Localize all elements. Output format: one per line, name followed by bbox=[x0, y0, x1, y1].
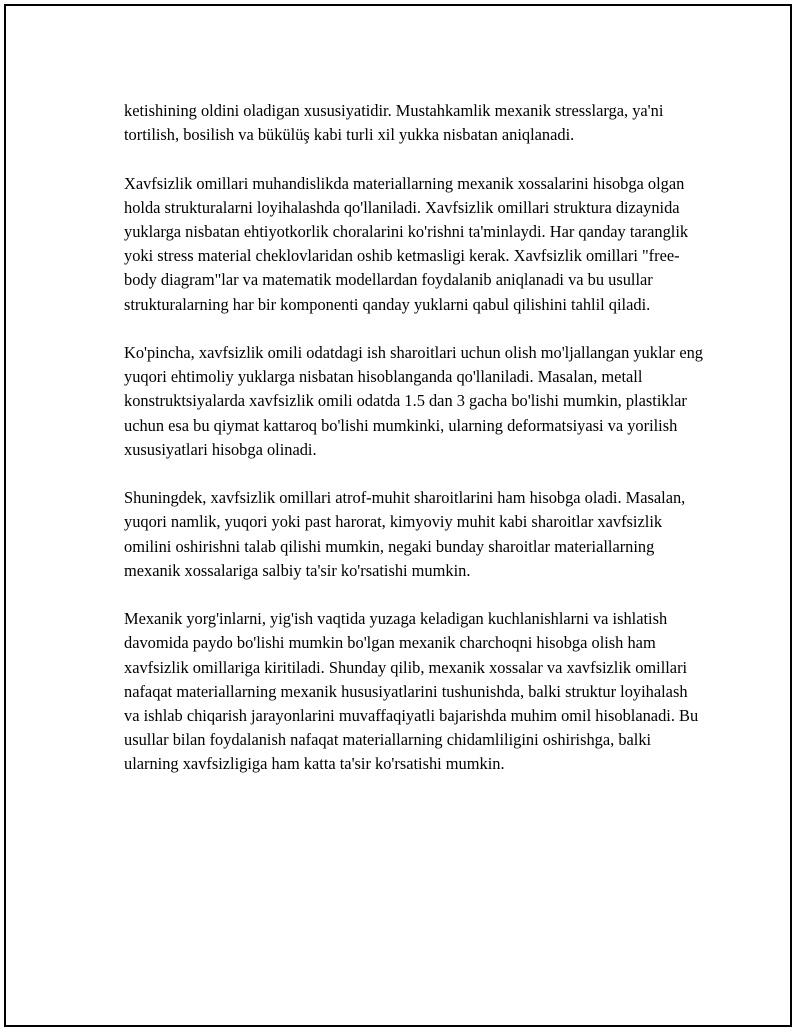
paragraph-4: Shuningdek, xavfsizlik omillari atrof-muhit sharoitlarini ham hisobga oladi. Masalan, yuqori namlik, yuqori yoki past harorat, kimyoviy muhit kabi sharoitlar xavfsizlik omilini oshirishni talab qilishi mumkin, negaki bunday sharoitlar materiallarning mexanik xossalariga salbiy ta'sir ko'rsatishi mumkin. bbox=[124, 488, 686, 580]
paragraph-5: Mexanik yorg'inlarni, yig'ish vaqtida yuzaga keladigan kuchlanishlarni va ishlatish davomida paydo bo'lishi mumkin bo'lgan mexanik charchoqni hisobga olish ham xavfsizlik omillariga kiritiladi. Shunday qilib, mexanik xossalar va xavfsizlik omillari nafaqat materiallarning mexanik hususiyatlarini tushunishda, balki struktur loyihalash va ishlab chiqarish jarayonlarini muvaffaqiyatli bajarishda muhim omil hisoblanadi. Bu usullar bilan foydalanish nafaqat materiallarning chidamliligini oshirishga, balki ularning xavfsizligiga ham katta ta'sir ko'rsatishi mumkin. bbox=[124, 609, 699, 774]
paragraph-3: Ko'pincha, xavfsizlik omili odatdagi ish sharoitlari uchun olish mo'ljallangan yuklar eng yuqori ehtimoliy yuklarga nisbatan hisoblanganda qo'llaniladi. Masalan, metall konstruktsiyalarda xavfsizlik omili odatda 1.5 dan 3 gacha bo'lishi mumkin, plastiklar uchun esa bu qiymat kattaroq bo'lishi mumkinki, ularning deformatsiyasi va yorilish xususiyatlari hisobga olinadi. bbox=[124, 343, 704, 459]
paragraph-2: Xavfsizlik omillari muhandislikda materiallarning mexanik xossalarini hisobga olgan holda strukturalarni loyihalashda qo'llaniladi. Xavfsizlik omillari struktura dizaynida yuklarga nisbatan ehtiyotkorlik choralarini ko'rishni ta'minlaydi. Har qanday taranglik yoki stress material cheklovlaridan oshib ketmasligi kerak. Xavfsizlik omillari "free-body diagram"lar va matematik modellardan foydalanib aniqlanadi va bu usullar strukturalarning har bir komponenti qanday yuklarni qabul qilishini tahlil qiladi. bbox=[124, 173, 689, 314]
page-frame bbox=[4, 4, 792, 1027]
document-body bbox=[124, 99, 704, 801]
paragraph-1: ketishining oldini oladigan xususiyatidir. Mustahkamlik mexanik stresslarga, ya'ni tortilish, bosilish va bükülüş kabi turli xil yukka nisbatan aniqlanadi. bbox=[124, 101, 664, 145]
